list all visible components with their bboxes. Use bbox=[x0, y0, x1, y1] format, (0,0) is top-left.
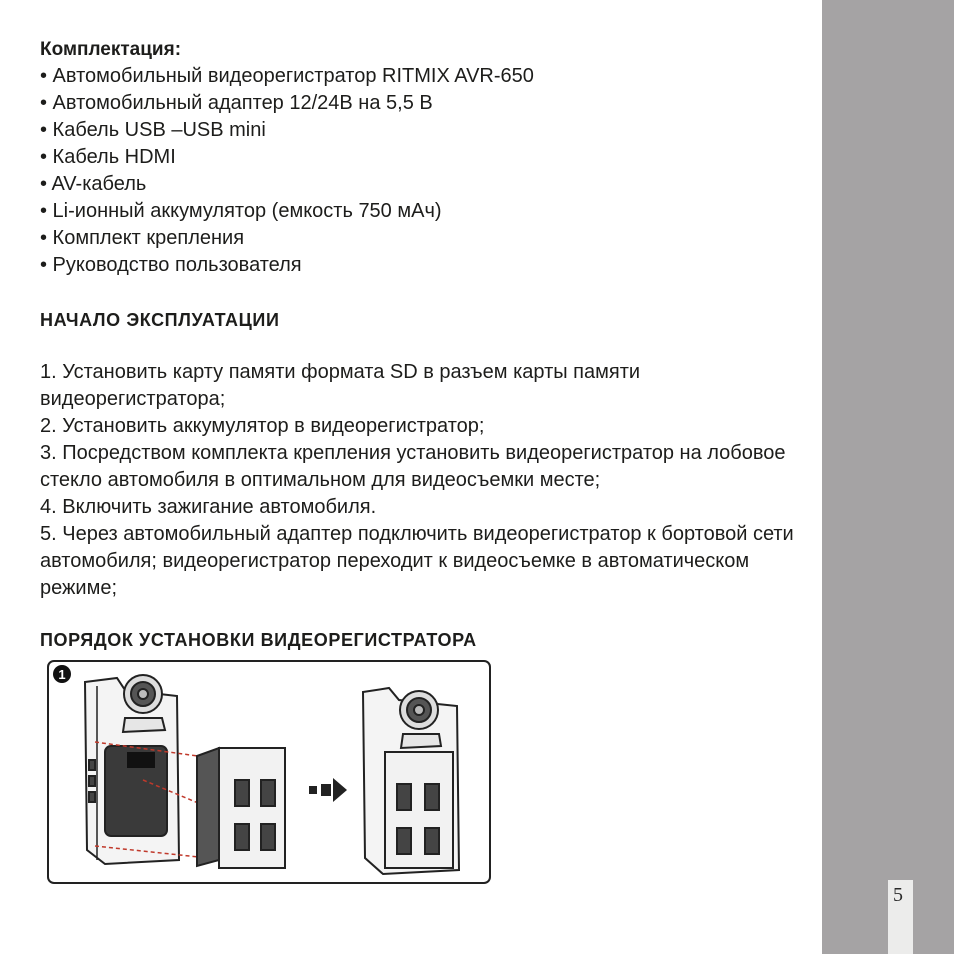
camera-left-icon bbox=[85, 675, 179, 864]
contents-list bbox=[40, 63, 815, 279]
start-heading: НАЧАЛО ЭКСПЛУАТАЦИИ bbox=[40, 310, 280, 330]
start-steps bbox=[40, 359, 815, 602]
step-item: 5. Через автомобильный адаптер подключить видеорегистратор к бортовой сети автомобиля; видеорегистратор переходит к видеосъемке в автоматическом режиме; bbox=[40, 523, 794, 599]
list-item: • Автомобильный адаптер 12/24В на 5,5 В bbox=[40, 92, 433, 114]
list-item: • Автомобильный видеорегистратор RITMIX AVR-650 bbox=[40, 65, 534, 87]
side-band bbox=[822, 0, 954, 954]
list-item: • Руководство пользователя bbox=[40, 254, 302, 276]
page-number: 5 bbox=[893, 884, 903, 906]
camera-assembled-icon bbox=[363, 688, 459, 874]
list-item: • Кабель USB –USB mini bbox=[40, 119, 266, 141]
step-item: 4. Включить зажигание автомобиля. bbox=[40, 496, 377, 518]
list-item: • Кабель HDMI bbox=[40, 146, 176, 168]
list-item: • Li-ионный аккумулятор (емкость 750 мАч) bbox=[40, 200, 442, 222]
step-item: 1. Установить карту памяти формата SD в разъем карты памяти видеорегистратора; bbox=[40, 361, 641, 410]
figure-number: 1 bbox=[58, 667, 66, 682]
installation-illustration bbox=[47, 660, 491, 884]
installation-figure bbox=[47, 660, 491, 884]
list-item: • AV-кабель bbox=[40, 173, 147, 195]
contents-heading: Комплектация: bbox=[40, 39, 182, 60]
list-item: • Комплект крепления bbox=[40, 227, 245, 249]
install-heading: ПОРЯДОК УСТАНОВКИ ВИДЕОРЕГИСТРАТОРА bbox=[40, 630, 477, 650]
step-item: 2. Установить аккумулятор в видеорегистратор; bbox=[40, 415, 485, 437]
step-item: 3. Посредством комплекта крепления установить видеорегистратор на лобовое стекло автомобиля в оптимальном для видеосъемки месте; bbox=[40, 442, 786, 491]
mount-bracket-icon bbox=[197, 748, 285, 868]
